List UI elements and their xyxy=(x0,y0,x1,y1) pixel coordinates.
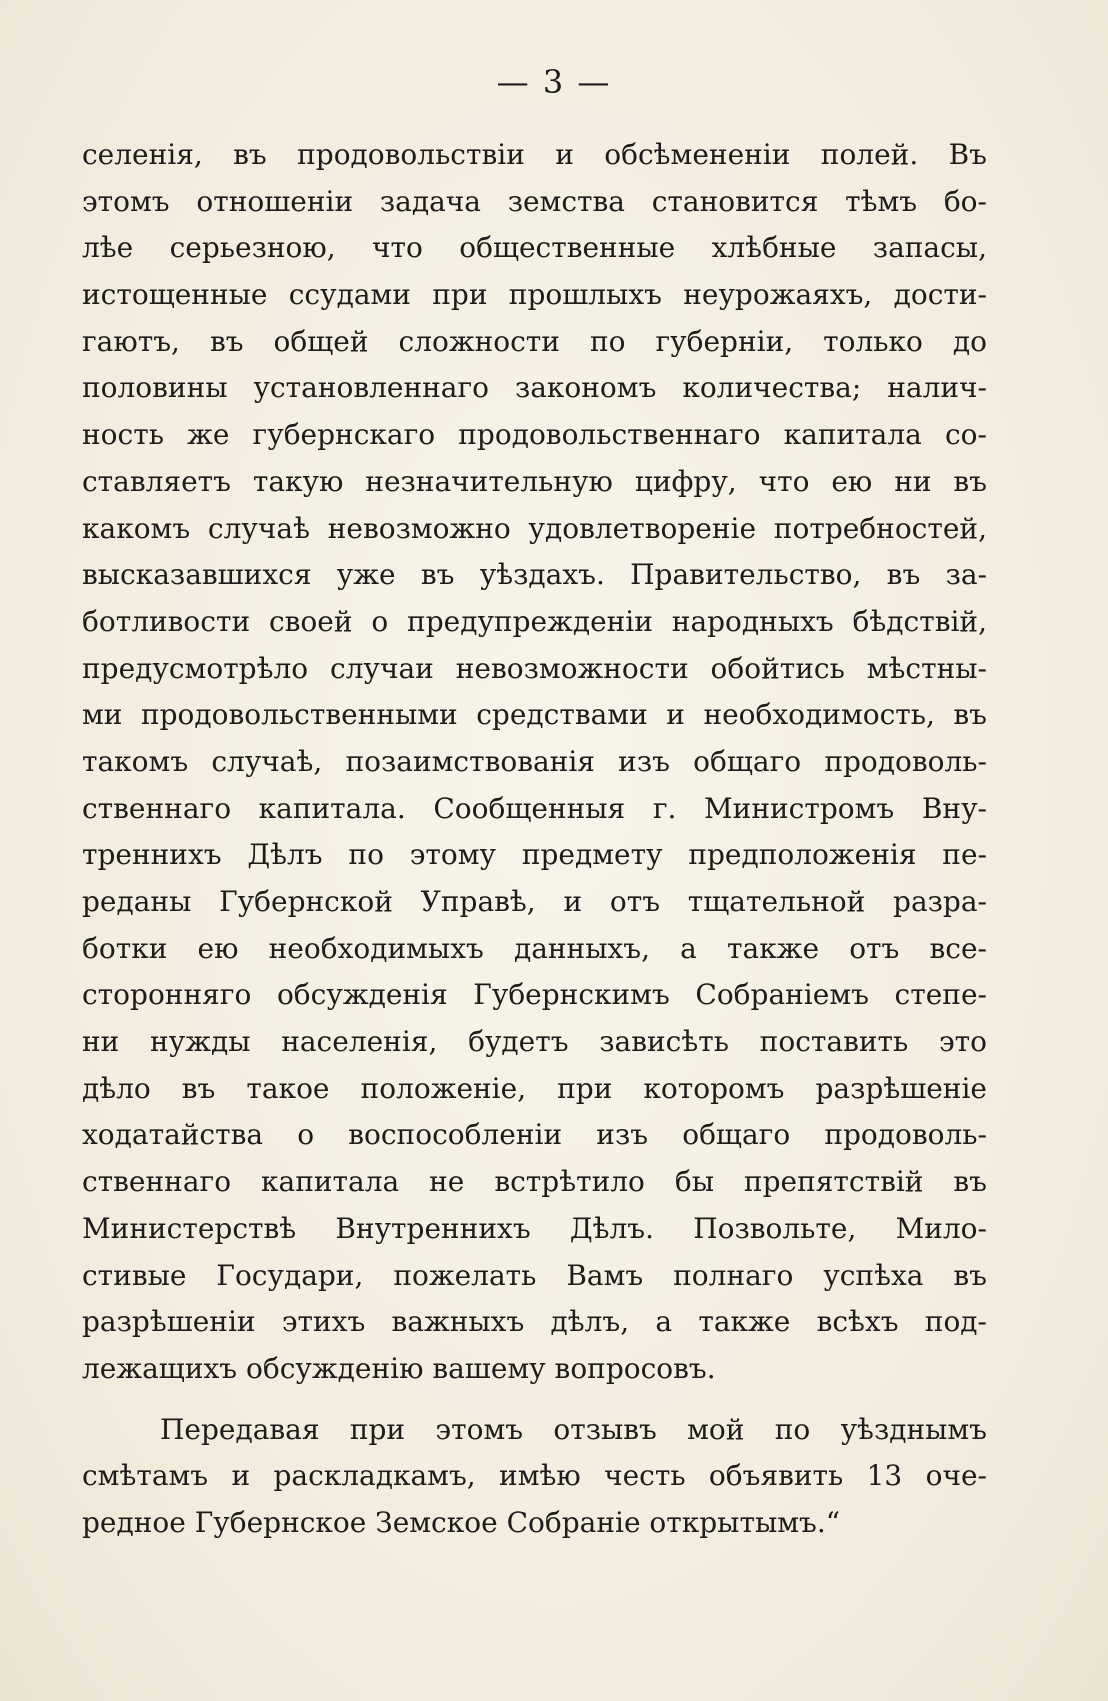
text-line: реданы Губернской Управѣ, и отъ тщательной разра- xyxy=(82,885,987,918)
text-line: истощенные ссудами при прошлыхъ неурожаяхъ, дости- xyxy=(82,278,987,312)
text-line: ставляетъ такую незначительную цифру, что ею ни въ xyxy=(82,464,987,498)
text-line: такомъ случаѣ, позаимствованія изъ общаго продоволь- xyxy=(82,744,987,778)
text-line: треннихъ Дѣлъ по этому предмету предположенія пе- xyxy=(82,838,987,872)
page-number: — 3 — xyxy=(496,63,612,101)
text-line: смѣтамъ и раскладкамъ, имѣю честь объявить 13 оче- xyxy=(82,1459,987,1493)
text-line: Министерствѣ Внутреннихъ Дѣлъ. Позвольте, Мило- xyxy=(82,1211,987,1245)
text-line: ность же губернскаго продовольственнаго капитала со- xyxy=(82,418,987,452)
text-line: Передавая при этомъ отзывъ мой по уѣзднымъ xyxy=(160,1412,987,1446)
text-line: ботки ею необходимыхъ данныхъ, а также отъ все- xyxy=(82,931,987,965)
text-line: ственнаго капитала. Сообщенныя г. Министромъ Вну- xyxy=(82,791,987,825)
text-line: ми продовольственными средствами и необходимость, въ xyxy=(82,698,987,732)
text-line: сторонняго обсужденія Губернскимъ Собраніемъ степе- xyxy=(82,978,987,1012)
text-line: гаютъ, въ общей сложности по губерніи, только до xyxy=(82,324,987,358)
text-line: предусмотрѣло случаи невозможности обойтись мѣстны- xyxy=(82,651,987,685)
text-line: ходатайства о воспособленіи изъ общаго продоволь- xyxy=(82,1118,987,1152)
text-line: лѣе серьезною, что общественные хлѣбные запасы, xyxy=(82,231,987,265)
text-line: этомъ отношеніи задача земства становится тѣмъ бо- xyxy=(82,184,987,218)
body-text xyxy=(82,132,987,1547)
text-line: лежащихъ обсужденію вашему вопросовъ. xyxy=(82,1351,716,1385)
paragraph-1 xyxy=(82,132,987,1393)
text-line: ботливости своей о предупрежденіи народныхъ бѣдствій, xyxy=(82,604,987,638)
text-line: ни нужды населенія, будетъ зависѣть поставить это xyxy=(82,1025,987,1059)
text-line: какомъ случаѣ невозможно удовлетвореніе потребностей, xyxy=(82,511,987,545)
text-line: редное Губернское Земское Собраніе открытымъ.“ xyxy=(82,1505,841,1539)
text-line: разрѣшеніи этихъ важныхъ дѣлъ, а также всѣхъ под- xyxy=(82,1305,987,1339)
text-line: стивые Государи, пожелать Вамъ полнаго успѣха въ xyxy=(82,1258,987,1292)
text-line: ственнаго капитала не встрѣтило бы препятствій въ xyxy=(82,1165,987,1199)
text-line: половины установленнаго закономъ количества; налич- xyxy=(82,371,987,405)
text-line: селенія, въ продовольствіи и обсѣмененіи полей. Въ xyxy=(82,138,987,171)
paragraph-2 xyxy=(82,1407,987,1547)
paragraph-gap xyxy=(82,1393,987,1407)
text-line: дѣло въ такое положеніе, при которомъ разрѣшеніе xyxy=(82,1071,987,1105)
text-line: высказавшихся уже въ уѣздахъ. Правительство, въ за- xyxy=(82,558,987,592)
